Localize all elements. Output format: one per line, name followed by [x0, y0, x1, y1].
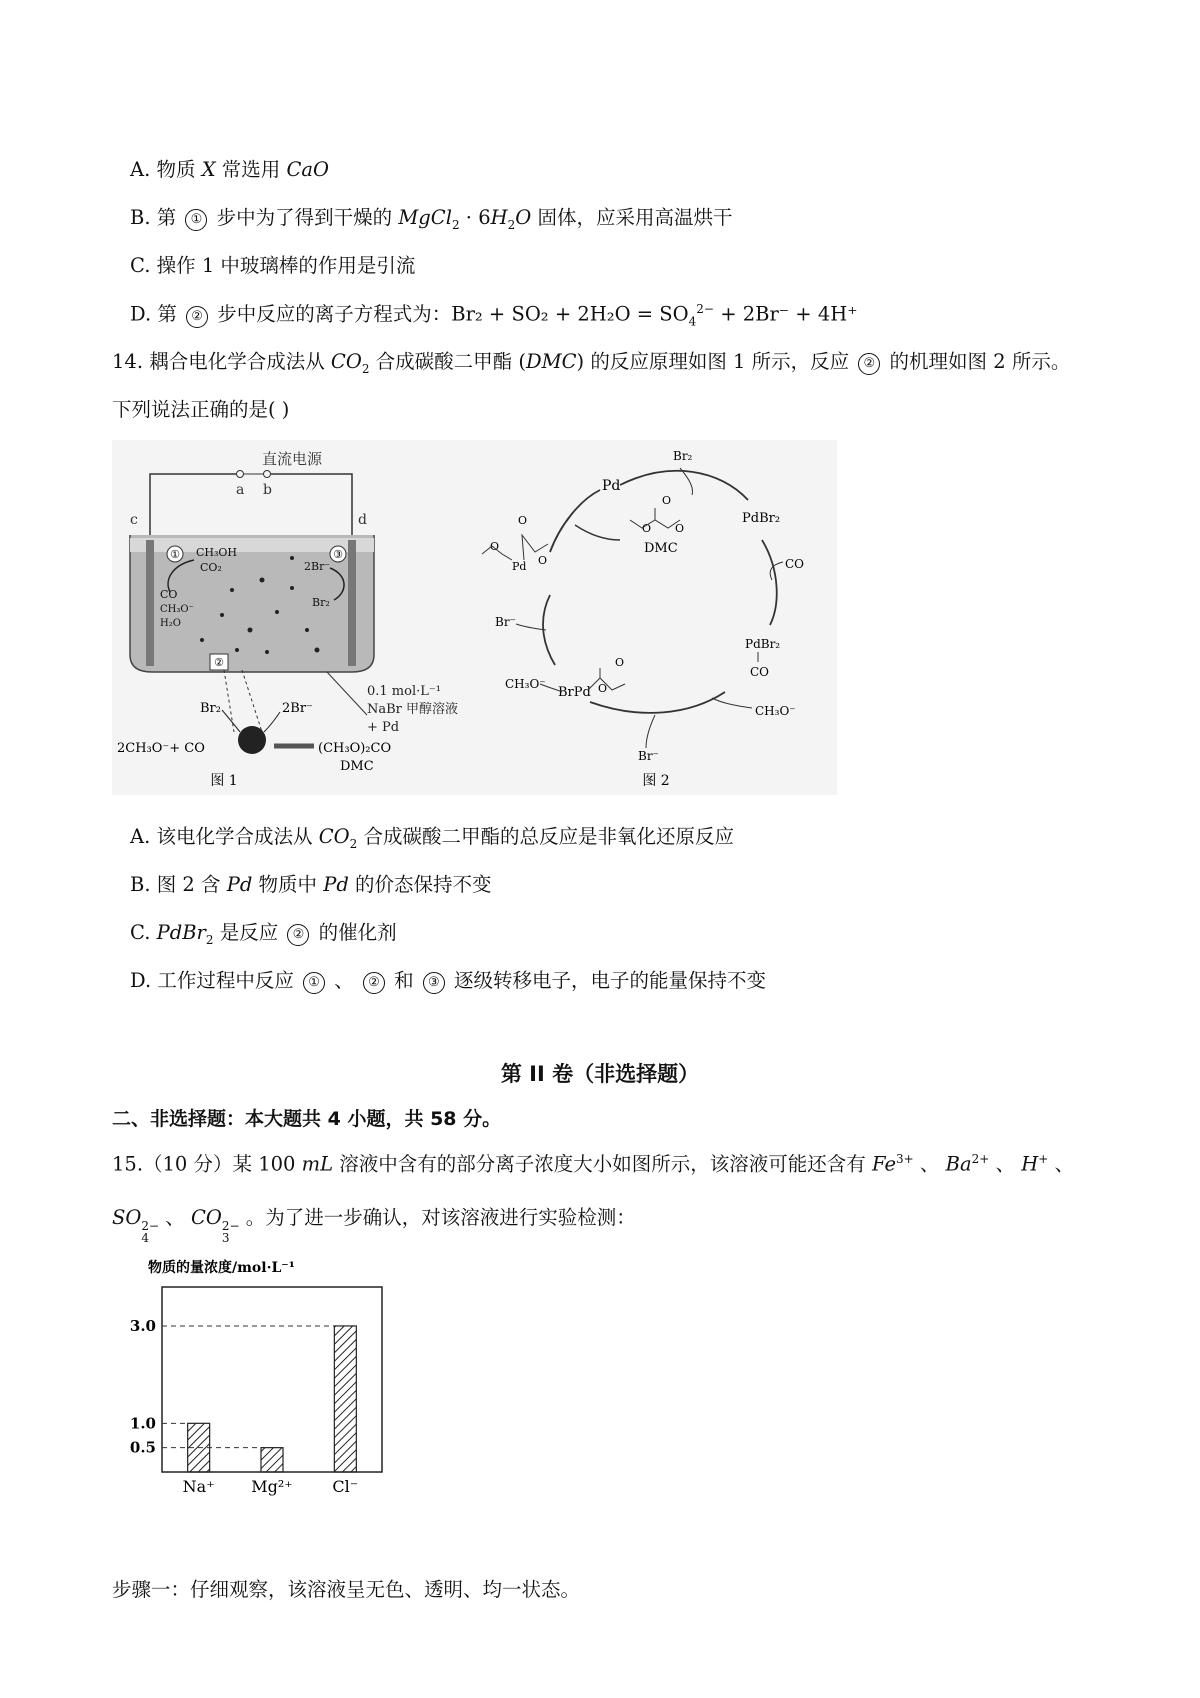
q13-b-sub2: 2 [507, 217, 516, 232]
fig2-br2: Br₂ [673, 449, 693, 463]
q14-b-post: 的价态保持不变 [348, 873, 492, 896]
chart-bar [261, 1448, 283, 1472]
q15-sep3: 、 [1048, 1152, 1074, 1176]
fig2-ch3o-right-arrow [712, 698, 752, 708]
fig2-o2: O [598, 682, 608, 695]
q13-b-dot: · 6 [459, 206, 491, 229]
fig2-dmc-label: DMC [644, 541, 678, 556]
q14-d-sep-2: 和 [387, 969, 420, 992]
fig1-left-top-2: CO₂ [200, 561, 222, 574]
fig1-power-label: 直流电源 [261, 450, 323, 468]
q15-co-scripts [222, 1220, 240, 1244]
q14-option-a [130, 825, 734, 851]
q14-a-post: 合成碳酸二甲酯的总反应是非氧化还原反应 [357, 825, 734, 848]
q13-option-a [130, 158, 329, 181]
q14-option-c [130, 921, 397, 947]
fig2-pd: Pd [602, 478, 621, 494]
q15-so-sub: 4 [141, 1231, 149, 1245]
fig1-left-bottom-2: CH₃O⁻ [160, 604, 194, 615]
fig2-co: CO [785, 557, 805, 571]
q15-step1: 步骤一：仔细观察，该溶液呈无色、透明、均一状态。 [112, 1578, 581, 1601]
q15-ba: Ba [945, 1152, 972, 1176]
chart-bar [334, 1326, 356, 1472]
fig1-label-d: d [358, 512, 367, 528]
q14-d-circle-2: ② [363, 972, 385, 994]
q15-ml: mL [301, 1152, 334, 1176]
q14-stem-dmc: DMC [526, 350, 577, 373]
q14-b-pd1: Pd [226, 873, 253, 896]
fig2-dmc-chain [630, 520, 680, 528]
fig1-solution-pointer [327, 672, 367, 715]
q14-c-post: 的催化剂 [312, 921, 397, 944]
fig1-right-bottom: Br₂ [312, 596, 330, 609]
q15-h: H [1021, 1152, 1039, 1176]
fig2-o1: O [615, 656, 625, 669]
q15-stem-line2 [112, 1206, 636, 1244]
q14-d-pre: D. 工作过程中反应 [130, 969, 301, 992]
fig2-pdbr2co: PdBr₂ [745, 637, 781, 651]
q13-d-prefix: D. 第 [130, 302, 184, 326]
q14-option-d [130, 969, 766, 994]
q15-stem-line1 [112, 1152, 1074, 1176]
q14-stem-pre: 14. 耦合电化学合成法从 [112, 350, 331, 373]
fig2-co2: CO [750, 665, 770, 679]
fig1-label-c: c [130, 512, 138, 528]
q15-so-scripts [141, 1220, 159, 1244]
q14-c-pre: C. [130, 921, 157, 944]
q13-a-formula: CaO [286, 158, 330, 181]
q14-option-b [130, 873, 492, 896]
fig1-arrow-2br [264, 712, 280, 732]
fig1-react-right: (CH₃O)₂CO [318, 741, 392, 756]
chart-category-label: Mg²⁺ [251, 1477, 293, 1496]
q13-d-sup: 2− [696, 302, 714, 316]
q13-b-h: H [490, 206, 508, 229]
q14-stem-mid: 合成碳酸二甲酯 ( [369, 350, 526, 373]
q15-sep2: 、 [989, 1152, 1022, 1176]
q15-so: SO [112, 1206, 142, 1229]
fig1-br2: Br₂ [200, 701, 221, 716]
q14-a-sub: 2 [349, 836, 358, 851]
fig2-o4: O [518, 514, 528, 527]
q13-option-c: C. 操作 1 中玻璃棒的作用是引流 [130, 254, 416, 277]
q14-b-mid: 物质中 [252, 873, 324, 896]
q13-d-circle: ② [186, 306, 208, 328]
q15-fe-sup: 3+ [896, 1152, 914, 1166]
fig1-right-top: 2Br⁻ [304, 560, 331, 573]
chart-tick-label: 3.0 [129, 1316, 156, 1335]
q15-sep4: 、 [159, 1206, 191, 1229]
fig2-o7: O [642, 522, 652, 535]
chart-tick-label: 1.0 [129, 1414, 156, 1433]
fig2-arc-3 [590, 692, 725, 713]
q15-mid: 溶液中含有的部分离子浓度大小如图所示，该溶液可能还含有 [333, 1152, 872, 1176]
fig1-terminal-b [264, 471, 271, 478]
fig1-label-a: a [236, 482, 245, 498]
q15-h-sup: + [1038, 1152, 1049, 1166]
fig1-electrode-left [146, 540, 154, 666]
q15-co: CO [190, 1206, 222, 1229]
q14-c-mid: 是反应 [213, 921, 285, 944]
fig1-electrode-right [348, 540, 356, 666]
q13-b-suffix: 固体，应采用高温烘干 [531, 206, 733, 229]
q14-stem-line1 [112, 350, 1070, 376]
q15-co-sup: 2− [221, 1219, 240, 1233]
q14-figure-1 [112, 440, 472, 795]
fig2-pd-left: Pd [512, 560, 527, 573]
fig2-o6: O [662, 494, 672, 507]
q13-d-mid: 步中反应的离子方程式为： [211, 302, 452, 326]
fig2-arc-2 [762, 540, 777, 625]
fig1-caption: 图 1 [210, 773, 238, 789]
fig1-wire-right [271, 474, 352, 540]
q13-a-var: X [201, 158, 216, 181]
section-subtitle: 二、非选择题：本大题共 4 小题，共 58 分。 [112, 1108, 502, 1130]
fig1-react-left: 2CH₃O⁻+ CO [117, 741, 205, 756]
q14-figure-2 [480, 440, 837, 795]
q15-post: 。为了进一步确认，对该溶液进行实验检测： [239, 1206, 636, 1229]
q13-option-d [130, 302, 858, 329]
q14-stem-co2-sub: 2 [361, 361, 370, 376]
q15-pre: 15.（10 分）某 100 [112, 1152, 302, 1176]
fig2-br-left: Br⁻ [495, 615, 516, 629]
q13-b-o: O [515, 206, 532, 229]
q13-option-b [130, 206, 732, 232]
fig2-arc-dmc [575, 525, 620, 540]
fig1-wire-left [150, 474, 236, 540]
q15-co-sub: 3 [221, 1231, 230, 1245]
chart-tick-label: 0.5 [129, 1438, 156, 1457]
q14-c-sub: 2 [205, 932, 214, 947]
q13-b-sub1: 2 [451, 217, 460, 232]
fig1-circle-3-label: ③ [333, 548, 343, 561]
fig2-pdbr2: PdBr₂ [742, 511, 781, 526]
fig1-pointer-2 [242, 670, 262, 732]
fig2-arc-1 [620, 471, 748, 500]
chart-ylabel: 物质的量浓度/mol·L⁻¹ [148, 1260, 295, 1276]
fig2-br-left-arrow [516, 624, 546, 630]
fig1-pd-particle [238, 726, 266, 754]
fig2-arc-5 [550, 490, 600, 552]
q13-b-prefix: B. 第 [130, 206, 183, 229]
q15-ba-sup: 2+ [971, 1152, 990, 1166]
q14-stem-line2: 下列说法正确的是( ) [112, 398, 290, 421]
fig1-terminal-a [237, 471, 244, 478]
q14-stem-circle: ② [858, 353, 880, 375]
q14-stem-end: 的机理如图 2 所示。 [883, 350, 1071, 373]
fig2-caption: 图 2 [642, 773, 670, 789]
chart-category-label: Na⁺ [182, 1477, 215, 1496]
q13-b-mid: 步中为了得到干燥的 [210, 206, 399, 229]
fig2-br-bottom: Br⁻ [638, 749, 659, 763]
q13-a-prefix: A. 物质 [130, 158, 202, 181]
q14-d-circle-1: ① [303, 972, 325, 994]
section-title: 第 II 卷（非选择题） [500, 1062, 700, 1086]
q15-sep1: 、 [913, 1152, 946, 1176]
q13-d-equation: Br₂ + SO₂ + 2H₂O = SO [451, 302, 689, 326]
q15-ion-chart [112, 1252, 402, 1512]
fig2-ch3o-left: CH₃O⁻ [505, 677, 546, 691]
fig1-circle-1-label: ① [170, 548, 180, 561]
q13-d-tail: + 2Br⁻ + 4H⁺ [714, 302, 858, 326]
q14-a-pre: A. 该电化学合成法从 [130, 825, 319, 848]
q14-d-circle-3: ③ [423, 972, 445, 994]
fig1-left-bottom-3: H₂O [160, 618, 181, 629]
fig2-o5: O [538, 554, 548, 567]
q14-b-pre: B. 图 2 含 [130, 873, 227, 896]
fig1-label-b: b [263, 482, 272, 498]
fig1-solution-1: 0.1 mol·L⁻¹ [367, 684, 441, 699]
fig1-circle-2-label: ② [214, 656, 224, 669]
fig1-left-top-1: CH₃OH [196, 546, 238, 559]
q15-so-sup: 2− [141, 1219, 160, 1233]
q14-a-co: CO [318, 825, 350, 848]
fig2-br-bottom-arrow [646, 715, 655, 748]
q13-b-circle: ① [185, 209, 207, 231]
q13-b-formula: MgCl [398, 206, 452, 229]
q13-a-mid: 常选用 [215, 158, 287, 181]
fig1-react-dmc: DMC [340, 759, 374, 774]
fig1-2br: 2Br⁻ [282, 701, 313, 716]
fig1-left-bottom-1: CO [160, 588, 178, 601]
q14-stem-co2: CO [330, 350, 362, 373]
fig1-solution-3: + Pd [367, 720, 400, 735]
q14-c-circle: ② [287, 924, 309, 946]
q14-d-post: 逐级转移电子，电子的能量保持不变 [447, 969, 767, 992]
fig1-solution-2: NaBr 甲醇溶液 [367, 702, 459, 717]
fig2-o8: O [675, 522, 685, 535]
q14-b-pd2: Pd [323, 873, 349, 896]
q13-d-sub: 4 [688, 314, 697, 329]
q14-c-formula: PdBr [156, 921, 206, 944]
fig2-brpd: BrPd [558, 685, 591, 700]
q14-stem-post: ) 的反应原理如图 1 所示，反应 [576, 350, 856, 373]
fig2-ch3o-right: CH₃O⁻ [755, 704, 796, 718]
fig2-o3: O [490, 540, 500, 553]
chart-category-label: Cl⁻ [332, 1477, 359, 1496]
q15-fe: Fe [872, 1152, 897, 1176]
q14-d-sep-1: 、 [328, 969, 360, 992]
